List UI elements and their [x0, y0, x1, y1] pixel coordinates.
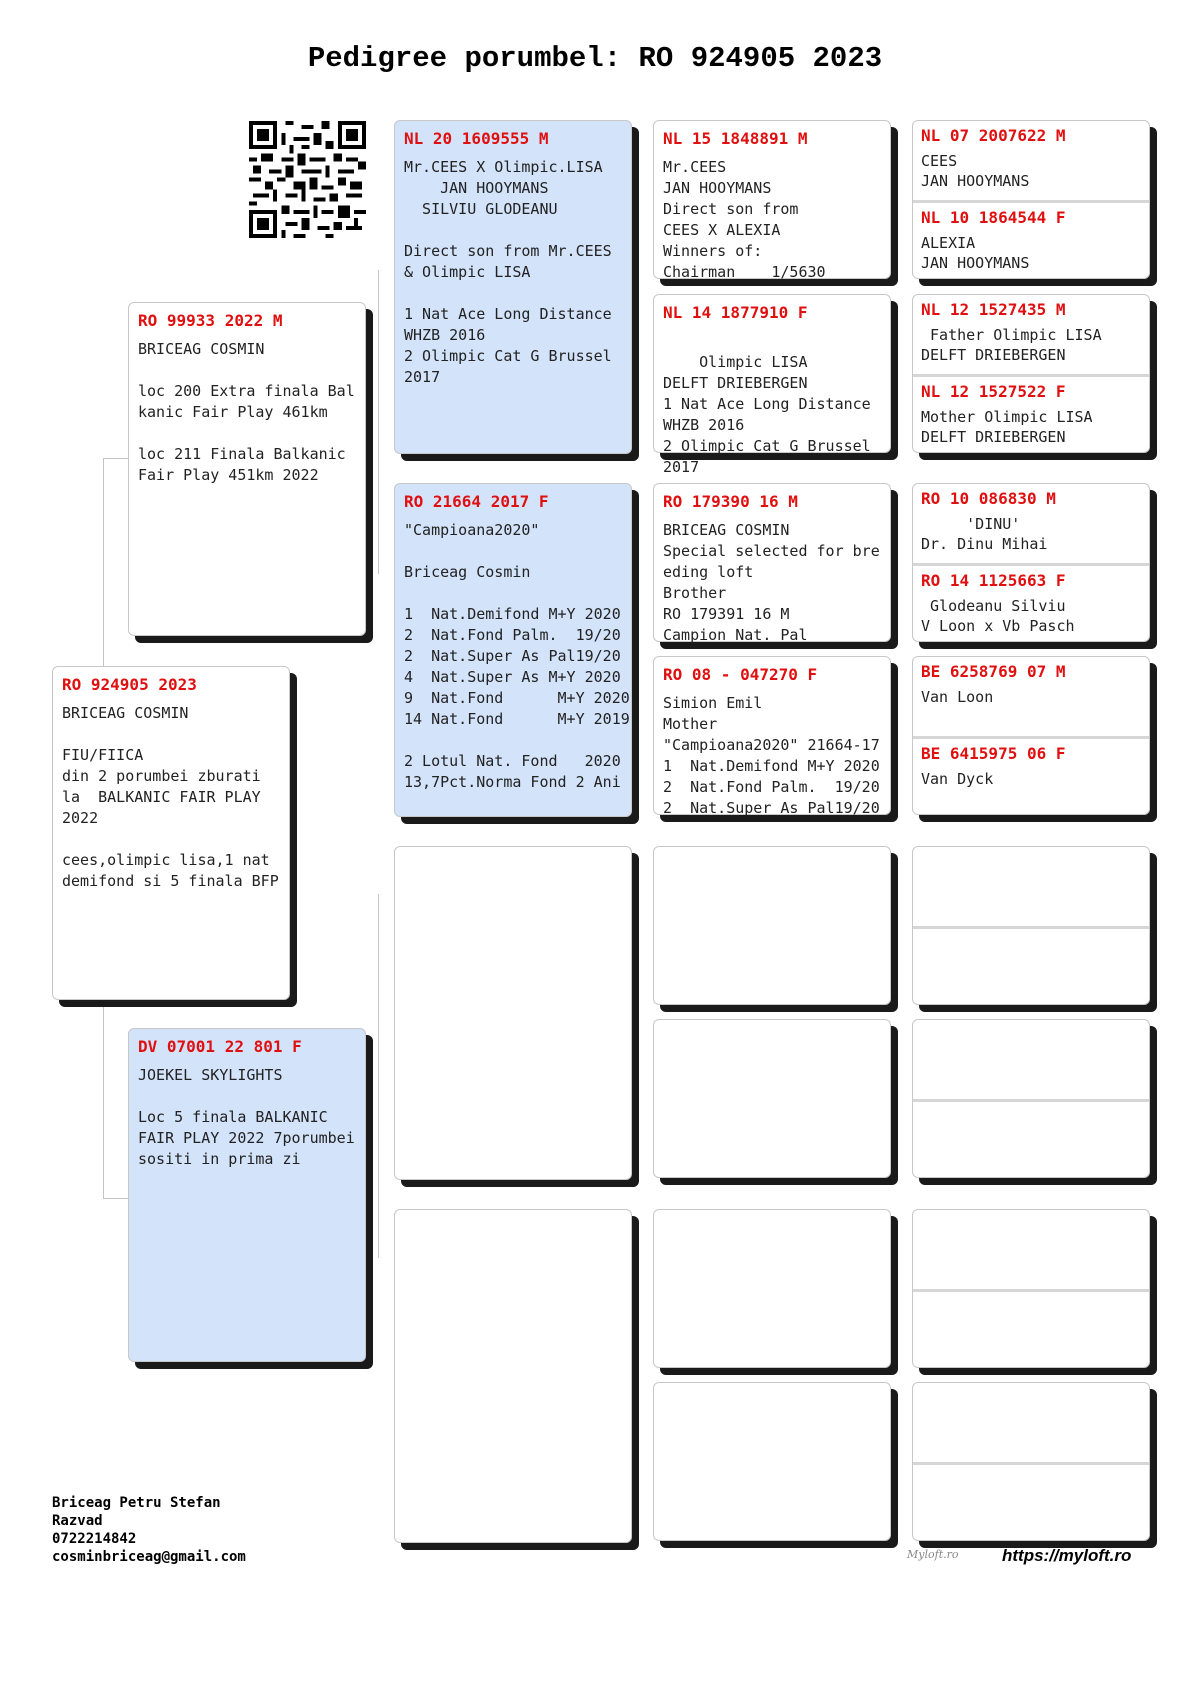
ring-number: RO 14 1125663 F: [921, 571, 1066, 590]
card-notes: 'DINU' Dr. Dinu Mihai: [921, 515, 1048, 553]
qr-code-icon: [249, 121, 366, 238]
pedigree-entry[interactable]: [913, 295, 1149, 374]
pedigree-card-fmm[interactable]: [653, 656, 891, 815]
ring-number: RO 08 - 047270 F: [663, 665, 818, 684]
pedigree-entry[interactable]: [913, 1462, 1149, 1542]
page-title: Pedigree porumbel: RO 924905 2023: [307, 42, 883, 75]
card-notes: Father Olimpic LISA DELFT DRIEBERGEN: [921, 326, 1102, 364]
card-notes: Mother Olimpic LISA DELFT DRIEBERGEN: [921, 408, 1093, 446]
pedigree-entry[interactable]: [913, 563, 1149, 643]
ring-number: NL 12 1527522 F: [921, 382, 1066, 401]
pedigree-pair-empty[interactable]: [912, 846, 1150, 1005]
owner-name: Briceag Petru Stefan: [52, 1495, 221, 1511]
card-notes: Mr.CEES JAN HOOYMANS Direct son from CEES X ALEXIA Winners of: Chairman 1/5630: [663, 158, 826, 281]
pedigree-card-mother[interactable]: [128, 1028, 366, 1362]
connector-line: [103, 1198, 129, 1199]
pedigree-entry[interactable]: [913, 1020, 1149, 1099]
pedigree-entry[interactable]: [913, 926, 1149, 1006]
myloft-logo: Myloft.ro: [907, 1548, 959, 1561]
pedigree-entry[interactable]: [913, 1383, 1149, 1462]
pedigree-pair[interactable]: [912, 294, 1150, 453]
connector-line: [894, 525, 895, 605]
card-notes: Glodeanu Silviu V Loon x Vb Pasch: [921, 597, 1075, 635]
ring-number: BE 6415975 06 F: [921, 744, 1066, 763]
pedigree-card-ffm[interactable]: [653, 294, 891, 476]
ring-number: NL 20 1609555 M: [404, 129, 549, 148]
pedigree-entry[interactable]: [913, 374, 1149, 454]
ring-number: RO 10 086830 M: [921, 489, 1056, 508]
pedigree-card-father-mother[interactable]: [394, 483, 632, 817]
pedigree-pair-empty[interactable]: [912, 1019, 1150, 1178]
pedigree-entry[interactable]: [913, 484, 1149, 563]
pedigree-entry[interactable]: [913, 200, 1149, 280]
card-notes: Olimpic LISA DELFT DRIEBERGEN 1 Nat Ace Long Distance WHZB 2016 2 Olimpic Cat G Brussel 2017: [663, 353, 871, 476]
pedigree-card-fmf[interactable]: [653, 483, 891, 642]
pedigree-card-empty[interactable]: [653, 1209, 891, 1368]
owner-contact: [52, 1494, 246, 1566]
card-notes: BRICEAG COSMIN Special selected for bre eding loft Brother RO 179391 16 M Campion Nat. Pal: [663, 521, 880, 644]
pedigree-card-father[interactable]: [128, 302, 366, 636]
website-link[interactable]: https://myloft.ro: [1002, 1546, 1132, 1565]
ring-number: RO 21664 2017 F: [404, 492, 549, 511]
connector-line: [636, 200, 637, 350]
ring-number: DV 07001 22 801 F: [138, 1037, 302, 1056]
pedigree-entry[interactable]: [913, 657, 1149, 736]
card-notes: ALEXIA JAN HOOYMANS: [921, 234, 1030, 272]
ring-number: RO 99933 2022 M: [138, 311, 283, 330]
pedigree-card-father-father[interactable]: [394, 120, 632, 454]
owner-phone: 0722214842: [52, 1531, 137, 1547]
ring-number: RO 179390 16 M: [663, 492, 798, 511]
card-notes: Van Loon: [921, 688, 994, 706]
connector-line: [636, 566, 637, 716]
pedigree-entry[interactable]: [913, 121, 1149, 200]
ring-number: NL 15 1848891 M: [663, 129, 808, 148]
pedigree-card-empty[interactable]: [394, 1209, 632, 1543]
connector-line: [894, 160, 895, 240]
connector-line: [378, 894, 379, 1258]
card-notes: Simion Emil Mother "Campioana2020" 21664-17 1 Nat.Demifond M+Y 2020 2 Nat.Fond Palm. 19/20 2 Nat.Super As Pal19/20: [663, 694, 880, 817]
ring-number: NL 12 1527435 M: [921, 300, 1066, 319]
connector-line: [636, 908, 637, 1068]
ring-number: BE 6258769 07 M: [921, 662, 1066, 681]
pedigree-entry[interactable]: [913, 736, 1149, 816]
card-notes: JOEKEL SKYLIGHTS Loc 5 finala BALKANIC FAIR PLAY 2022 7porumbei sositi in prima zi: [138, 1066, 355, 1168]
connector-line: [103, 458, 129, 459]
pedigree-entry[interactable]: [913, 1099, 1149, 1179]
pedigree-entry[interactable]: [913, 1289, 1149, 1369]
card-notes: Van Dyck: [921, 770, 994, 788]
pedigree-card-subject[interactable]: [52, 666, 290, 1000]
card-notes: BRICEAG COSMIN loc 200 Extra finala Bal kanic Fair Play 461km loc 211 Finala Balkanic Fair Play 451km 2022: [138, 340, 355, 484]
pedigree-pair-empty[interactable]: [912, 1382, 1150, 1541]
owner-email[interactable]: cosminbriceag@gmail.com: [52, 1549, 246, 1565]
ring-number: NL 07 2007622 M: [921, 126, 1066, 145]
pedigree-card-fff[interactable]: [653, 120, 891, 279]
pedigree-card-empty[interactable]: [653, 1382, 891, 1541]
pedigree-entry[interactable]: [913, 847, 1149, 926]
ring-number: RO 924905 2023: [62, 675, 197, 694]
card-notes: BRICEAG COSMIN FIU/FIICA din 2 porumbei zburati la BALKANIC FAIR PLAY 2022 cees,olimpic lisa,1 nat demifond si 5 finala BFP: [62, 704, 279, 890]
connector-line: [636, 1284, 637, 1434]
card-notes: Mr.CEES X Olimpic.LISA JAN HOOYMANS SILVIU GLODEANU Direct son from Mr.CEES & Olimpic LISA 1 Nat Ace Long Distance WHZB 2016 2 Olimpic Cat G Brussel 2017: [404, 158, 612, 386]
connector-line: [894, 335, 895, 415]
ring-number: NL 10 1864544 F: [921, 208, 1066, 227]
connector-line: [378, 270, 379, 574]
pedigree-pair[interactable]: [912, 120, 1150, 279]
pedigree-pair[interactable]: [912, 656, 1150, 815]
card-notes: CEES JAN HOOYMANS: [921, 152, 1030, 190]
pedigree-card-empty[interactable]: [394, 846, 632, 1180]
ring-number: NL 14 1877910 F: [663, 303, 808, 322]
pedigree-card-empty[interactable]: [653, 1019, 891, 1178]
pedigree-entry[interactable]: [913, 1210, 1149, 1289]
pedigree-card-empty[interactable]: [653, 846, 891, 1005]
pedigree-pair-empty[interactable]: [912, 1209, 1150, 1368]
card-notes: "Campioana2020" Briceag Cosmin 1 Nat.Demifond M+Y 2020 2 Nat.Fond Palm. 19/20 2 Nat.Super As Pal19/20 4 Nat.Super As M+Y 2020 9 Nat.Fond M+Y 2020 14 Nat.Fond M+Y 2019 2 Lotul Nat. Fond 2020 13,7Pct.Norma Fond 2 Ani: [404, 521, 630, 791]
connector-line: [894, 700, 895, 780]
pedigree-pair[interactable]: [912, 483, 1150, 642]
owner-name-cont: Razvad: [52, 1513, 103, 1529]
